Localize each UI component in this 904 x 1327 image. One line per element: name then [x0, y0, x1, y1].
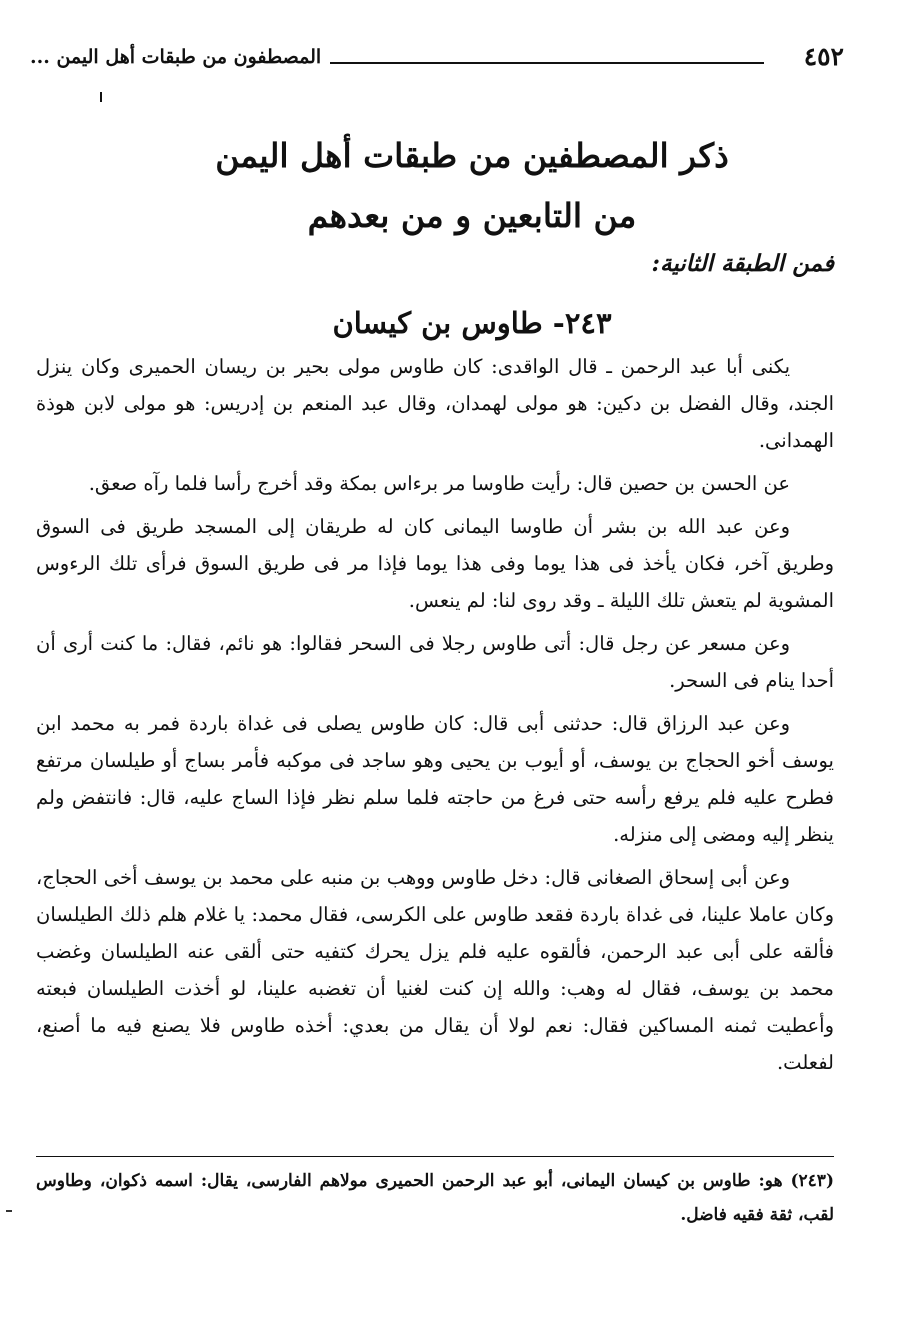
header-rule — [330, 62, 764, 64]
paragraph: وعن عبد الله بن بشر أن طاوسا اليمانى كان له طريقان إلى المسجد طريق فى السوق وطريق آخر، فكان يأخذ فى هذا يوما وفى هذا يوما فإذا مر فى طريق السوق فرأى تلك الرءوس المشوية لم يتعش تلك الليلة ـ وقد روى لنا: لم ينعس. — [36, 515, 834, 612]
chapter-title-line-2: من التابعين و من بعدهم — [307, 196, 637, 235]
page-number: ٤٥٢ — [803, 42, 844, 71]
page-header — [30, 40, 844, 76]
running-title: المصطفون من طبقات أهل اليمن ... — [30, 46, 322, 68]
paragraph: وعن مسعر عن رجل قال: أتى طاوس رجلا فى السحر فقالوا: هو نائم، فقال: ما كنت أرى أن أحدا ينام فى السحر. — [36, 632, 834, 692]
paragraph: عن الحسن بن حصين قال: رأيت طاوسا مر برءاس بمكة وقد أخرج رأسا فلما رآه صعق. — [88, 472, 790, 495]
footnote: (٢٤٣) هو: طاوس بن كيسان اليمانى، أبو عبد الرحمن الحميرى مولاهم الفارسى، يقال: اسمه ذكوان، وطاوس لقب، ثقة فقيه فاضل. — [36, 1171, 834, 1225]
section-label: فمن الطبقة الثانية: — [651, 250, 834, 277]
entry-title: ٢٤٣- طاوس بن كيسان — [332, 306, 612, 340]
chapter-title-line-1: ذكر المصطفين من طبقات أهل اليمن — [215, 136, 729, 175]
paragraph: يكنى أبا عبد الرحمن ـ قال الواقدى: كان طاوس مولى بحير بن ريسان الحميرى وكان ينزل الجند، وقال الفضل بن دكين: هو مولى لهمدان، وقال عبد المنعم بن إدريس: هو مولى لابن هوذة الهمدانى. — [36, 355, 834, 452]
entry-body — [36, 348, 834, 1087]
paragraph: وعن أبى إسحاق الصغانى قال: دخل طاوس ووهب بن منبه على محمد بن يوسف أخى الحجاج، وكان عاملا علينا، فى غداة باردة فقعد طاوس على الكرسى، فقال محمد: يا غلام هلم ذلك الطيلسان فألقه على أبى عبد الرحمن، فألقوه عليه فلم يزل يحرك كتفيه حتى ألقى عنه الطيلسان وغضب محمد بن يوسف، فقال له وهب: والله إن كنت لغنيا أن تغضبه علينا، لو أخذت الطيلسان فبعته وأعطيت ثمنه المساكين فقال: نعم لولا أن يقال من بعدي: أخذه طاوس فلا يصنع فيه ما أصنع، لفعلت. — [36, 866, 834, 1074]
footnote-rule — [36, 1156, 834, 1157]
edge-mark — [6, 1210, 12, 1212]
margin-tick — [100, 92, 102, 102]
paragraph: وعن عبد الرزاق قال: حدثنى أبى قال: كان طاوس يصلى فى غداة باردة فمر به محمد ابن يوسف أخو الحجاج بن يوسف، أو أيوب بن يحيى وهو ساجد فى موكبه فأمر بساج أو طيلسان مرتفع فطرح عليه فلم يرفع رأسه حتى فرغ من حاجته فلما سلم نظر فإذا الساج عليه، قال: فانتفض ولم ينظر إليه ومضى إلى منزله. — [36, 712, 834, 846]
